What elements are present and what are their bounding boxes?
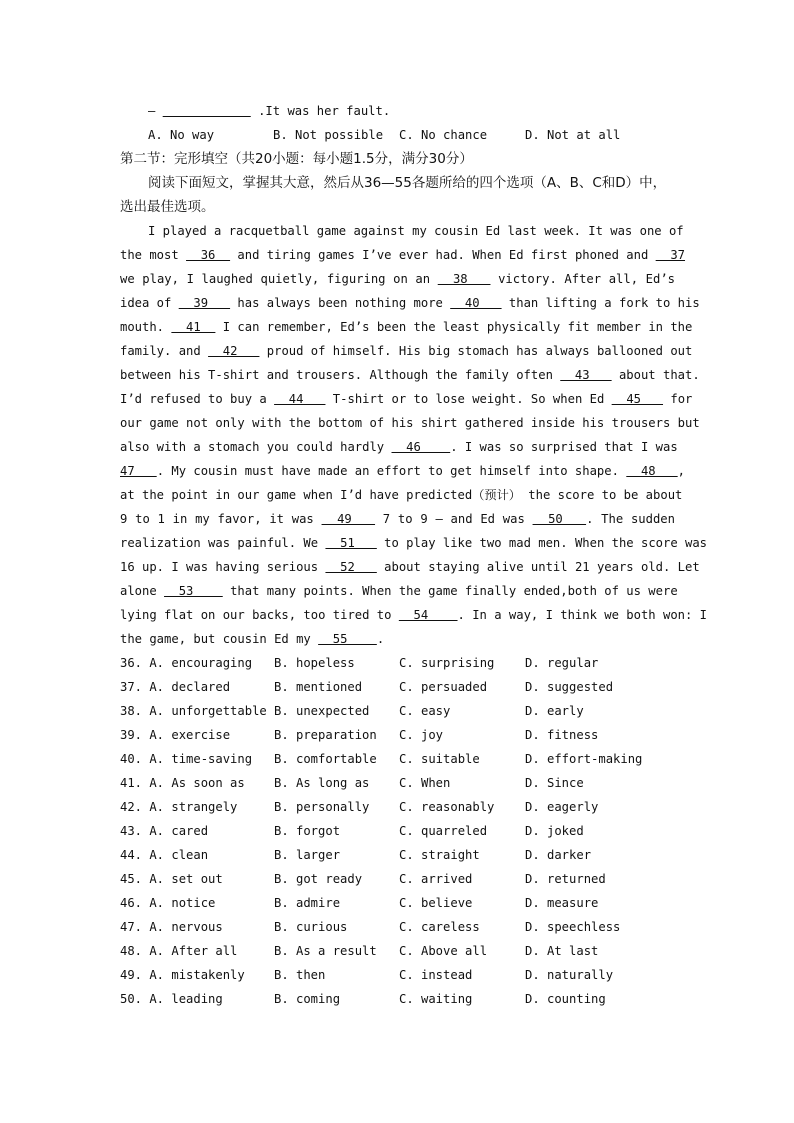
passage-text: proud of himself. His big stomach has always ballooned out <box>259 344 693 358</box>
passage-text: I’d refused to buy a <box>120 392 275 406</box>
passage-text: , <box>677 464 686 478</box>
passage-text: 7 to 9 — and Ed was <box>375 512 533 526</box>
option-d: D. At last <box>525 944 599 958</box>
passage-text: idea of <box>120 296 179 310</box>
passage-text: T-shirt or to lose weight. So when Ed <box>325 392 612 406</box>
option-d: D. counting <box>525 992 606 1006</box>
option-d: D. early <box>525 704 584 718</box>
option-c: C. reasonably <box>399 800 495 814</box>
passage-line <box>120 555 700 579</box>
option-d: D. naturally <box>525 968 614 982</box>
passage-text: we play, I laughed quietly, figuring on an <box>120 272 438 286</box>
option-b: B. As long as <box>274 776 370 790</box>
option-c: C. waiting <box>399 992 473 1006</box>
answer-blank: 46 <box>391 440 451 454</box>
option-d: D. suggested <box>525 680 614 694</box>
passage-text: also with a stomach you could hardly <box>120 440 392 454</box>
option-b: B. preparation <box>274 728 377 742</box>
passage-text: I played a racquetball game against my cousin Ed last week. It was one of <box>148 224 684 238</box>
answer-blank: 49 <box>321 512 376 526</box>
option-b: B. hopeless <box>274 656 355 670</box>
answer-blank: 51 <box>325 536 377 550</box>
question-row <box>120 843 680 867</box>
question-row <box>120 771 680 795</box>
option-c: C. suitable <box>399 752 480 766</box>
passage-line <box>120 483 683 507</box>
passage-text: family. and <box>120 344 209 358</box>
answer-blank: 53 <box>164 584 223 598</box>
passage-line <box>120 627 675 651</box>
passage-text: 9 to 1 in my favor, it was <box>120 512 322 526</box>
option-b: B. comfortable <box>274 752 377 766</box>
answer-blank: 37 <box>655 248 686 262</box>
passage-text: at the point in our game when I’d have predicted（预计） the score to be about <box>120 488 683 502</box>
passage-text: lying flat on our backs, too tired to <box>120 608 399 622</box>
option-c: C. joy <box>399 728 444 742</box>
option-d: D. fitness <box>525 728 599 742</box>
option-b: B. larger <box>274 848 341 862</box>
passage-text: to play like two mad men. When the score was <box>376 536 708 550</box>
option-b: B. got ready <box>274 872 363 886</box>
option-c: C. easy <box>399 704 451 718</box>
option-a: 44. A. clean <box>120 848 209 862</box>
answer-blank: 38 <box>437 272 491 286</box>
question-row <box>120 747 680 771</box>
option-d: D. regular <box>525 656 599 670</box>
passage-text: that many points. When the game finally ended,both of us were <box>222 584 678 598</box>
passage-text: mouth. <box>120 320 172 334</box>
option-b: B. admire <box>274 896 341 910</box>
passage-line <box>148 219 684 243</box>
passage-text: I can remember, Ed’s been the least physically fit member in the <box>215 320 693 334</box>
question-row <box>120 723 680 747</box>
option-c: C. persuaded <box>399 680 488 694</box>
option-b: B. As a result <box>274 944 377 958</box>
option-a: 50. A. leading <box>120 992 223 1006</box>
passage-line <box>120 339 693 363</box>
question-row <box>120 939 680 963</box>
passage-text: . In a way, I think we both won: I <box>457 608 708 622</box>
passage-line <box>120 243 686 267</box>
option-d: D. speechless <box>525 920 621 934</box>
question-row <box>120 795 680 819</box>
passage-text: . <box>376 632 385 646</box>
option-d: D. measure <box>525 896 599 910</box>
passage-text: . The sudden <box>586 512 675 526</box>
question-row <box>120 987 680 1011</box>
passage-line <box>120 579 678 603</box>
answer-blank: 52 <box>325 560 377 574</box>
answer-blank: 47 <box>120 464 157 478</box>
option-a: 47. A. nervous <box>120 920 223 934</box>
passage-line <box>120 411 700 435</box>
option-a: 49. A. mistakenly <box>120 968 245 982</box>
option-c: C. No chance <box>399 128 488 142</box>
option-a: 46. A. notice <box>120 896 216 910</box>
option-a: 42. A. strangely <box>120 800 238 814</box>
answer-blank: 44 <box>274 392 326 406</box>
dash: — <box>148 104 156 118</box>
passage-line <box>120 459 686 483</box>
passage-text: and tiring games I’ve ever had. When Ed first phoned and <box>230 248 656 262</box>
option-c: C. Above all <box>399 944 488 958</box>
answer-blank: 43 <box>560 368 612 382</box>
passage-text: realization was painful. We <box>120 536 326 550</box>
question-row <box>120 963 680 987</box>
answer-blank: 39 <box>178 296 231 310</box>
passage-text: than lifting a fork to his <box>501 296 700 310</box>
option-a: A. No way <box>148 128 215 142</box>
question-row <box>120 699 680 723</box>
passage-text: 16 up. I was having serious <box>120 560 326 574</box>
answer-blank: 54 <box>398 608 458 622</box>
option-b: B. Not possible <box>273 128 384 142</box>
answer-blank: 55 <box>318 632 377 646</box>
instruction-line-2: 选出最佳选项。 <box>120 199 215 215</box>
answer-blank <box>163 104 251 118</box>
option-b: B. unexpected <box>274 704 370 718</box>
option-a: 45. A. set out <box>120 872 223 886</box>
option-b: B. personally <box>274 800 370 814</box>
answer-blank: 36 <box>186 248 231 262</box>
passage-text: about staying alive until 21 years old. Let <box>376 560 700 574</box>
question-row <box>120 891 680 915</box>
passage-line <box>120 267 675 291</box>
passage-text: for <box>663 392 693 406</box>
option-b: B. mentioned <box>274 680 363 694</box>
passage-text: about that. <box>611 368 700 382</box>
passage-line <box>120 507 675 531</box>
prev-question-line <box>148 99 675 123</box>
option-a: 37. A. declared <box>120 680 231 694</box>
option-d: D. effort-making <box>525 752 643 766</box>
answer-blank: 42 <box>208 344 260 358</box>
passage-line <box>120 387 693 411</box>
option-b: B. coming <box>274 992 341 1006</box>
question-row <box>120 867 680 891</box>
option-b: B. forgot <box>274 824 341 838</box>
option-a: 36. A. encouraging <box>120 656 253 670</box>
question-row <box>120 819 680 843</box>
passage-text: the most <box>120 248 187 262</box>
option-d: D. returned <box>525 872 606 886</box>
answer-blank: 41 <box>171 320 216 334</box>
passage-line <box>120 531 708 555</box>
option-c: C. arrived <box>399 872 473 886</box>
passage-text: . My cousin must have made an effort to get himself into shape. <box>156 464 627 478</box>
answer-blank: 50 <box>532 512 587 526</box>
prev-question-options <box>148 123 628 147</box>
passage-text: alone <box>120 584 165 598</box>
option-c: C. quarreled <box>399 824 488 838</box>
question-row <box>120 651 680 675</box>
option-d: D. Not at all <box>525 128 621 142</box>
section-heading: 第二节：完形填空（共20小题：每小题1.5分，满分30分） <box>120 151 473 167</box>
option-c: C. When <box>399 776 451 790</box>
option-a: 48. A. After all <box>120 944 238 958</box>
passage-line <box>120 363 700 387</box>
instruction-line-1: 阅读下面短文，掌握其大意，然后从36—55各题所给的四个选项（A、B、C和D）中， <box>148 175 667 191</box>
option-c: C. instead <box>399 968 473 982</box>
option-a: 39. A. exercise <box>120 728 231 742</box>
passage-line <box>120 291 700 315</box>
passage-text: . I was so surprised that I was <box>450 440 678 454</box>
option-a: 41. A. As soon as <box>120 776 245 790</box>
option-d: D. eagerly <box>525 800 599 814</box>
question-row <box>120 915 680 939</box>
option-a: 38. A. unforgettable <box>120 704 267 718</box>
answer-blank: 45 <box>611 392 664 406</box>
passage-line <box>120 435 678 459</box>
passage-line <box>120 315 693 339</box>
option-c: C. surprising <box>399 656 495 670</box>
answer-blank: 40 <box>450 296 502 310</box>
passage-text: has always been nothing more <box>230 296 451 310</box>
option-b: B. curious <box>274 920 348 934</box>
answer-blank: 48 <box>626 464 678 478</box>
question-row <box>120 675 680 699</box>
option-a: 40. A. time-saving <box>120 752 253 766</box>
option-a: 43. A. cared <box>120 824 209 838</box>
passage-text: victory. After all, Ed’s <box>490 272 676 286</box>
prev-question-text: .It was her fault. <box>258 104 391 118</box>
option-c: C. careless <box>399 920 480 934</box>
option-c: C. straight <box>399 848 480 862</box>
option-c: C. believe <box>399 896 473 910</box>
option-b: B. then <box>274 968 326 982</box>
option-d: D. joked <box>525 824 584 838</box>
option-d: D. Since <box>525 776 584 790</box>
passage-line <box>120 603 708 627</box>
passage-text: our game not only with the bottom of his shirt gathered inside his trousers but <box>120 416 700 430</box>
option-d: D. darker <box>525 848 592 862</box>
passage-text: the game, but cousin Ed my <box>120 632 319 646</box>
passage-text: between his T-shirt and trousers. Although the family often <box>120 368 561 382</box>
